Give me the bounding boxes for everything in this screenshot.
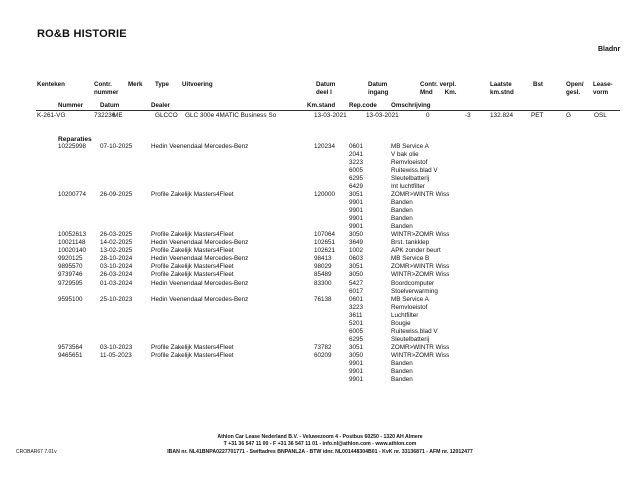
vehicle-mnd: 0 xyxy=(426,112,430,119)
footer-registration: IBAN nr. NL41BNPA0227701771 - Swiftadres BNPANL2A - BTW idnr. NL001448304B01 - KvK nr. 33136871 - AFM nr. 12012477 xyxy=(167,449,473,455)
rep-dealer: Hedin Veenendaal Mercedes-Benz xyxy=(151,239,249,247)
page-number-label: Bladnr xyxy=(598,46,621,53)
repair-row xyxy=(0,376,640,385)
col-datum-deel: Datum deel I xyxy=(316,81,336,96)
rep-code: 6429 xyxy=(349,183,364,191)
rep-datum: 13-02-2025 xyxy=(100,247,133,255)
vehicle-datum-deel: 13-03-2021 xyxy=(314,112,347,119)
vehicle-contract: 732236 xyxy=(94,112,116,119)
footer-address: Athlon Car Lease Nederland B.V. - Veluwezoom 4 - Postbus 60250 - 1320 AH Almere xyxy=(217,434,423,440)
rep-omschrijving: Bougie xyxy=(391,319,411,327)
rep-code: 3050 xyxy=(349,351,364,359)
rep-nummer: 9739746 xyxy=(58,271,83,279)
rep-omschrijving: APK zonder beurt xyxy=(391,247,441,255)
rep-code: 3223 xyxy=(349,303,364,311)
rep-code: 9901 xyxy=(349,207,364,215)
rep-omschrijving: Int luchtfilter xyxy=(391,183,425,191)
vehicle-km: -3 xyxy=(465,112,471,119)
col-datum: Datum xyxy=(100,102,120,109)
col-nummer: Nummer xyxy=(58,102,84,109)
rep-datum: 14-02-2025 xyxy=(100,239,133,247)
col-rep-code: Rep.code xyxy=(349,102,377,109)
rep-omschrijving: Luchtfilter xyxy=(391,311,419,319)
rep-dealer: Hedin Veenendaal Mercedes-Benz xyxy=(151,255,249,263)
rep-code: 6005 xyxy=(349,167,364,175)
rep-code: 9901 xyxy=(349,199,364,207)
col-kenteken: Kenteken xyxy=(37,81,65,88)
rep-code: 5201 xyxy=(349,319,364,327)
rep-km-stand: 102621 xyxy=(314,247,336,255)
vehicle-merk: ME xyxy=(113,112,123,119)
rep-dealer: Profile Zakelijk Masters4Fleet xyxy=(151,247,234,255)
rep-km-stand: 85489 xyxy=(314,271,332,279)
rep-nummer: 9465651 xyxy=(58,351,83,359)
rep-code: 9901 xyxy=(349,367,364,375)
col-omschrijving: Omschrijving xyxy=(391,102,431,109)
rep-datum: 11-05-2023 xyxy=(100,351,132,359)
rep-omschrijving: ZOMR>WINTR Wiss xyxy=(391,343,450,351)
rep-omschrijving: MB Service B xyxy=(391,255,430,263)
rep-code: 9901 xyxy=(349,359,364,367)
col-contract-verplichting: Contr. verpl. Mnd Km. xyxy=(420,81,457,96)
rep-km-stand: 73782 xyxy=(314,343,332,351)
rep-dealer: Hedin Veenendaal Mercedes-Benz xyxy=(151,143,249,150)
rep-code: 6005 xyxy=(349,327,364,335)
vehicle-datum-ingang: 13-03-2021 xyxy=(366,112,399,119)
rep-code: 1002 xyxy=(349,247,364,255)
rep-dealer: Hedin Veenendaal Mercedes-Benz xyxy=(151,279,249,287)
rep-dealer: Profile Zakelijk Masters4Fleet xyxy=(151,231,234,239)
rep-km-stand: 83300 xyxy=(314,279,332,287)
rep-omschrijving: WINTR>ZOMR Wiss xyxy=(391,351,450,359)
rep-omschrijving: Banden xyxy=(391,367,413,375)
rep-omschrijving: Banden xyxy=(391,207,413,215)
vehicle-lease-vorm: OSL xyxy=(594,112,607,119)
rep-omschrijving: Banden xyxy=(391,215,413,223)
rep-dealer: Profile Zakelijk Masters4Fleet xyxy=(151,271,234,279)
rep-code: 9901 xyxy=(349,375,364,383)
vehicle-kenteken: K-261-VG xyxy=(37,112,66,119)
rep-omschrijving: ZOMR>WINTR Wiss xyxy=(391,263,450,271)
vehicle-laatste-km: 132.824 xyxy=(490,112,514,119)
col-uitvoering: Uitvoering xyxy=(182,81,213,88)
rep-omschrijving: ZOMR>WINTR Wiss xyxy=(391,191,450,199)
col-datum-ingang: Datum ingang xyxy=(368,81,389,96)
rep-km-stand: 98029 xyxy=(314,263,332,271)
rep-nummer: 10052613 xyxy=(58,231,87,239)
footer-contact: T +31 36 547 11 00 - F +31 36 547 11 01 - info.nl@athlon.com - www.athlon.com xyxy=(223,441,417,447)
rep-km-stand: 120000 xyxy=(314,191,336,199)
rep-datum: 07-10-2025 xyxy=(100,143,133,150)
rep-omschrijving: Brst. tankklep xyxy=(391,239,430,247)
rep-dealer: Profile Zakelijk Masters4Fleet xyxy=(151,343,234,351)
rep-code: 0601 xyxy=(349,143,364,150)
rep-code: 5427 xyxy=(349,279,364,287)
rep-code: 9901 xyxy=(349,215,364,223)
rep-datum: 26-03-2024 xyxy=(100,271,133,279)
rep-km-stand: 107064 xyxy=(314,231,336,239)
rep-datum: 03-10-2023 xyxy=(100,343,133,351)
col-laatste-km: Laatste km.stnd xyxy=(490,81,514,96)
rep-datum: 26-09-2025 xyxy=(100,191,133,199)
rep-omschrijving: Remvloeistof xyxy=(391,159,428,167)
rep-nummer: 9573564 xyxy=(58,343,83,351)
rep-km-stand: 102651 xyxy=(314,239,336,247)
rep-code: 3051 xyxy=(349,343,364,351)
rep-nummer: 9895570 xyxy=(58,263,83,271)
rep-datum: 25-10-2023 xyxy=(100,295,133,303)
vehicle-type: GLCCO xyxy=(155,112,178,119)
rep-code: 6017 xyxy=(349,287,364,295)
rep-omschrijving: MB Service A xyxy=(391,143,429,150)
rep-nummer: 10021148 xyxy=(58,239,86,247)
rep-code: 6295 xyxy=(349,335,364,343)
col-open-gesl: Open/ gesl. xyxy=(566,81,584,96)
vehicle-uitvoering: GLC 300e 4MATIC Business So xyxy=(185,112,277,119)
rep-omschrijving: Remvloeistof xyxy=(391,303,428,311)
rep-datum: 28-10-2024 xyxy=(100,255,133,263)
rep-code: 3050 xyxy=(349,231,364,239)
rep-dealer: Profile Zakelijk Masters4Fleet xyxy=(151,263,234,271)
rep-nummer: 9729595 xyxy=(58,279,83,287)
rep-datum: 26-03-2025 xyxy=(100,231,133,239)
rep-nummer: 9920125 xyxy=(58,255,83,263)
rep-km-stand: 120234 xyxy=(314,143,336,150)
rep-nummer: 9595100 xyxy=(58,295,83,303)
rep-datum: 01-03-2024 xyxy=(100,279,133,287)
rep-nummer: 10020140 xyxy=(58,247,87,255)
rep-omschrijving: Banden xyxy=(391,375,413,383)
rep-code: 3051 xyxy=(349,191,364,199)
rep-nummer: 10225998 xyxy=(58,143,87,150)
rep-dealer: Profile Zakelijk Masters4Fleet xyxy=(151,191,234,199)
rep-omschrijving: Ruitewiss.blad V xyxy=(391,327,438,335)
rep-km-stand: 76138 xyxy=(314,295,332,303)
rep-omschrijving: Banden xyxy=(391,199,413,207)
rep-omschrijving: MB Service A xyxy=(391,295,429,303)
document-title: RO&B HISTORIE xyxy=(37,28,127,40)
rep-km-stand: 98413 xyxy=(314,255,332,263)
header-divider xyxy=(36,110,620,111)
rep-omschrijving: WINTR>ZOMR Wiss xyxy=(391,231,450,239)
rep-code: 3611 xyxy=(349,311,363,319)
rep-dealer: Hedin Veenendaal Mercedes-Benz xyxy=(151,295,249,303)
rep-code: 3649 xyxy=(349,239,364,247)
rep-omschrijving: Sleutelbatterij xyxy=(391,335,430,343)
rep-omschrijving: Sleutelbatterij xyxy=(391,175,430,183)
rep-code: 3223 xyxy=(349,159,364,167)
reparaties-title: Reparaties xyxy=(58,136,92,143)
col-merk: Merk xyxy=(128,81,143,88)
col-contract-nummer: Contr. nummer xyxy=(94,81,119,96)
rep-datum: 03-10-2024 xyxy=(100,263,133,271)
rep-omschrijving: Boordcomputer xyxy=(391,279,435,287)
rep-code: 3051 xyxy=(349,263,364,271)
vehicle-open-gesl: G xyxy=(566,112,571,119)
rep-omschrijving: WINTR>ZOMR Wiss xyxy=(391,271,450,279)
rep-omschrijving: V bak olie xyxy=(391,151,419,159)
vehicle-bst: PET xyxy=(531,112,544,119)
rep-code: 0603 xyxy=(349,255,364,263)
rep-omschrijving: Banden xyxy=(391,359,413,367)
col-type: Type xyxy=(155,81,169,88)
rep-omschrijving: Stoelverwarming xyxy=(391,287,438,295)
form-code: CROBAR67 7.01v xyxy=(16,449,57,455)
rep-omschrijving: Banden xyxy=(391,223,413,231)
rep-nummer: 10200774 xyxy=(58,191,87,199)
rep-dealer: Profile Zakelijk Masters4Fleet xyxy=(151,351,234,359)
rep-code: 0601 xyxy=(349,295,364,303)
col-lease-vorm: Lease- vorm xyxy=(593,81,613,96)
rep-km-stand: 60209 xyxy=(314,351,332,359)
rep-omschrijving: Ruitewiss.blad V xyxy=(391,167,438,175)
rep-code: 6295 xyxy=(349,175,364,183)
rep-code: 3050 xyxy=(349,271,364,279)
rep-code: 9901 xyxy=(349,223,364,231)
rep-code: 2041 xyxy=(349,151,364,159)
col-bst: Bst xyxy=(533,81,543,88)
col-dealer: Dealer xyxy=(151,102,170,109)
col-km-stand: Km.stand xyxy=(307,102,336,109)
